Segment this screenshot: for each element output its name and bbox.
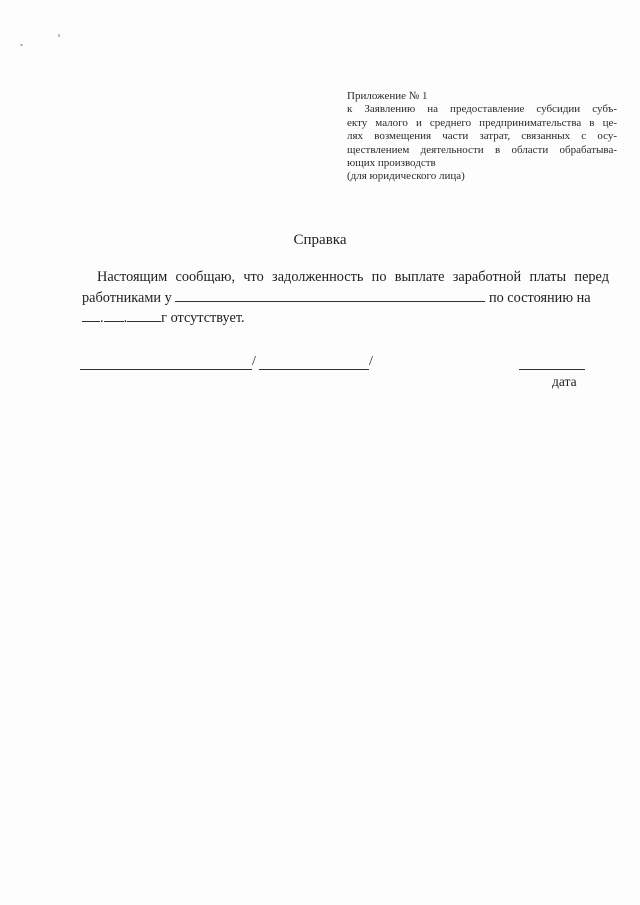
body-line-2-prefix: работниками у — [82, 289, 172, 306]
body-line-2 — [82, 288, 609, 309]
appendix-line: лях возмещения части затрат, связанных с осу- — [347, 130, 617, 143]
scan-speck — [58, 34, 60, 37]
appendix-line: ществлением деятельности в области обрабатыва- — [347, 143, 617, 156]
date-label: дата — [552, 374, 577, 389]
signature-line[interactable] — [80, 369, 252, 370]
day-blank[interactable] — [82, 308, 100, 322]
appendix-heading: Приложение № 1 — [347, 90, 428, 102]
month-blank[interactable] — [104, 308, 124, 322]
appendix-line: к Заявлению на предоставление субсидии субъ- — [347, 103, 617, 116]
document-title: Справка — [293, 232, 347, 248]
body-line-3-suffix: г отсутствует. — [161, 310, 245, 326]
body-line-3 — [82, 308, 609, 329]
appendix-line: екту малого и среднего предпринимательства в це- — [347, 116, 617, 129]
signature-slash: / — [369, 354, 373, 369]
scan-speck — [20, 44, 23, 46]
company-name-blank[interactable] — [175, 288, 485, 302]
body-line-1-text: Настоящим сообщаю, что задолженность по выплате заработной платы перед — [97, 269, 609, 285]
appendix-line: ющих производств — [347, 157, 436, 170]
body-line-1 — [82, 268, 609, 288]
date-separator: . — [123, 310, 128, 326]
signature-slash: / — [252, 354, 256, 369]
year-blank[interactable] — [127, 308, 161, 322]
appendix-block — [347, 90, 617, 184]
date-separator: . — [100, 310, 104, 326]
name-decoding-line[interactable] — [259, 369, 369, 370]
body-line-2-suffix: по состоянию на — [488, 289, 591, 306]
date-line[interactable] — [519, 369, 585, 370]
appendix-note: (для юридического лица) — [347, 170, 465, 183]
certificate-body — [82, 268, 609, 329]
